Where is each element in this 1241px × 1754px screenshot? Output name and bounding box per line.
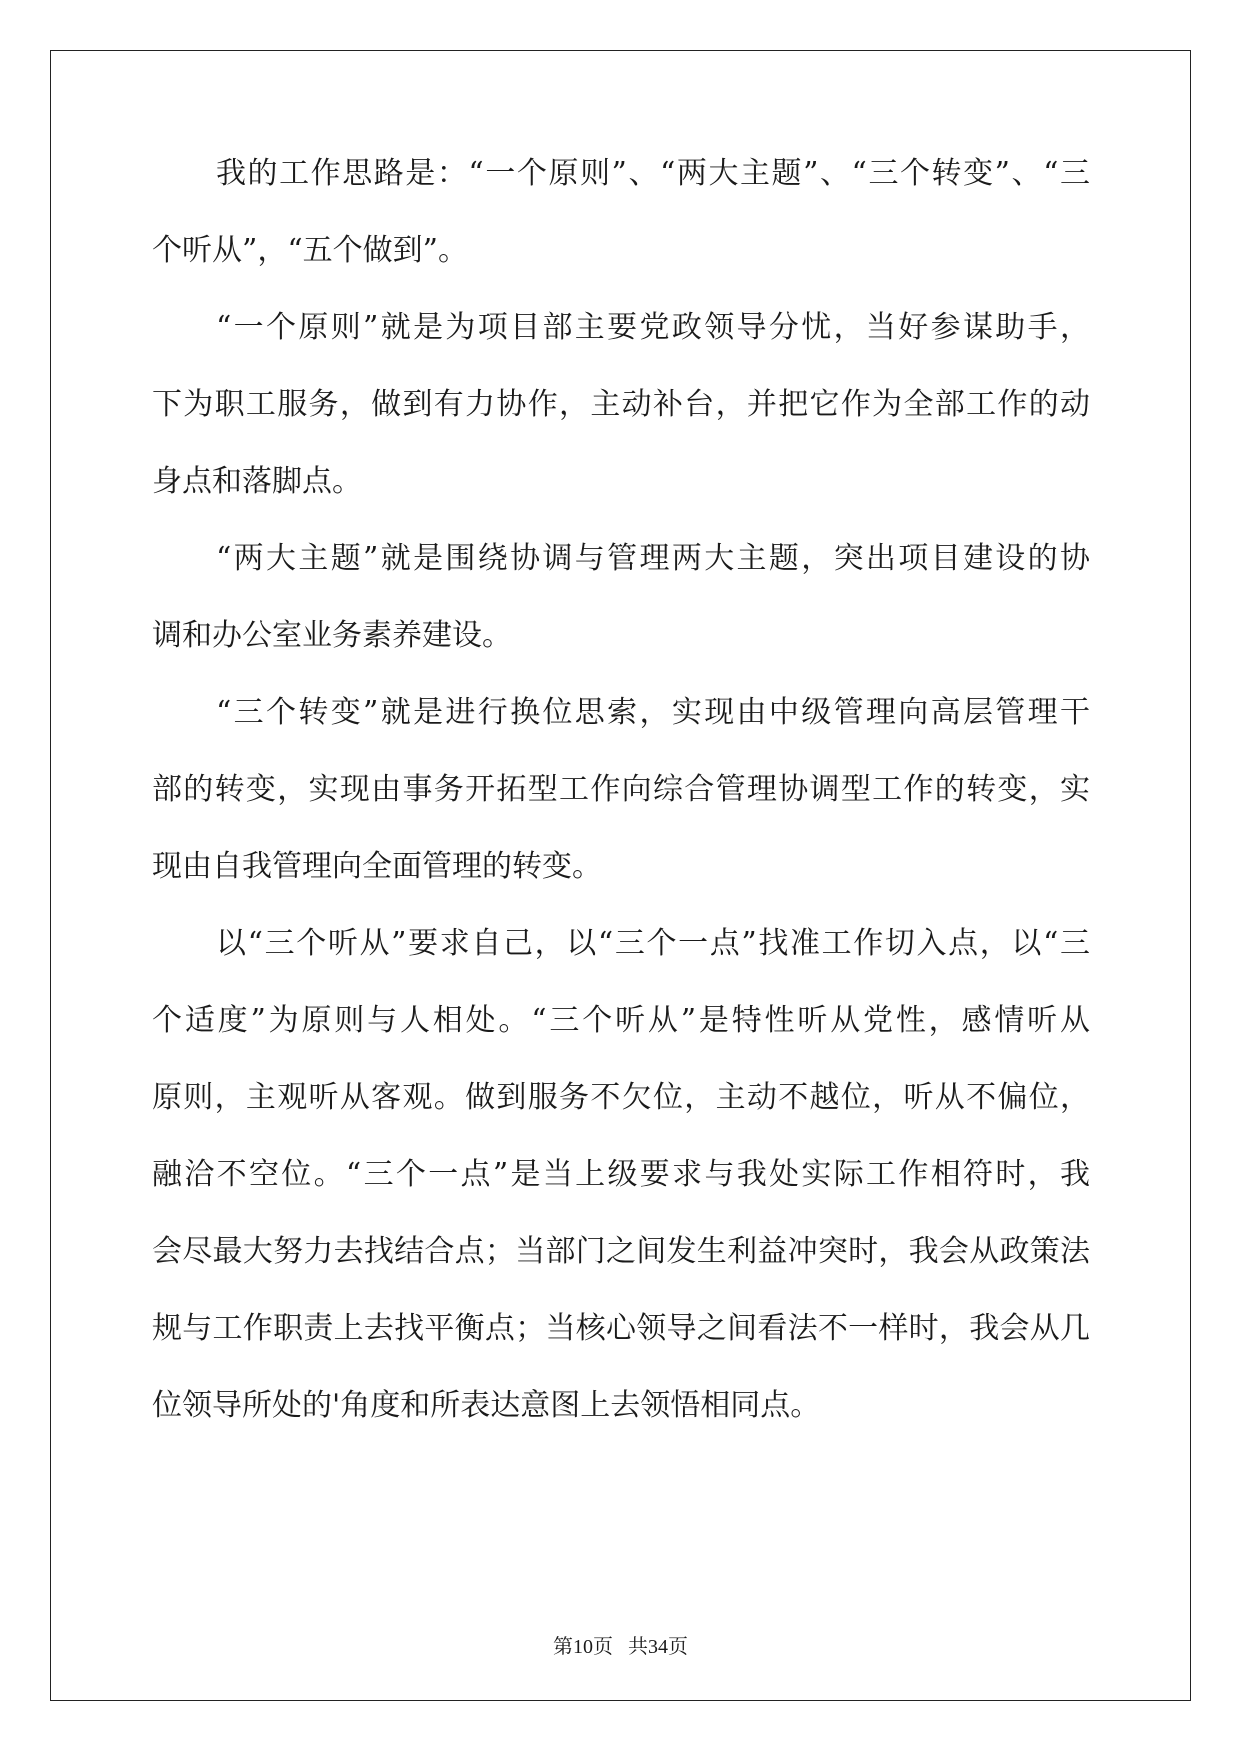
paragraph-2-line-2: 下为职工服务，做到有力协作，主动补台，并把它作为全部工作的动 xyxy=(152,387,1090,422)
paragraph-5-line-6: 规与工作职责上去找平衡点；当核心领导之间看法不一样时，我会从几 xyxy=(152,1311,1090,1346)
paragraph-4-line-3: 现由自我管理向全面管理的转变。 xyxy=(152,849,602,884)
paragraph-5-line-1: 以“三个听从”要求自己，以“三个一点”找准工作切入点，以“三 xyxy=(216,926,1090,961)
page-number: 第10页 xyxy=(553,1636,613,1658)
paragraph-2-line-3: 身点和落脚点。 xyxy=(152,464,362,499)
paragraph-3-line-2: 调和办公室业务素养建设。 xyxy=(152,618,512,653)
paragraph-5-line-7: 位领导所处的'角度和所表达意图上去领悟相同点。 xyxy=(152,1388,821,1423)
paragraph-4-line-2: 部的转变，实现由事务开拓型工作向综合管理协调型工作的转变，实 xyxy=(152,772,1090,807)
paragraph-5-line-4: 融洽不空位。“三个一点”是当上级要求与我处实际工作相符时，我 xyxy=(152,1157,1090,1192)
paragraph-5-line-5: 会尽最大努力去找结合点；当部门之间发生利益冲突时，我会从政策法 xyxy=(152,1234,1090,1269)
page-footer xyxy=(0,1630,1241,1659)
paragraph-3-line-1: “两大主题”就是围绕协调与管理两大主题，突出项目建设的协 xyxy=(216,541,1090,576)
paragraph-4-line-1: “三个转变”就是进行换位思索，实现由中级管理向高层管理干 xyxy=(216,695,1090,730)
paragraph-1-line-2: 个听从”，“五个做到”。 xyxy=(152,233,469,268)
paragraph-2-line-1: “一个原则”就是为项目部主要党政领导分忧，当好参谋助手， xyxy=(216,310,1090,345)
page-total: 共34页 xyxy=(628,1636,688,1658)
paragraph-5-line-2: 个适度”为原则与人相处。“三个听从”是特性听从党性，感情听从 xyxy=(152,1003,1090,1038)
paragraph-1-line-1: 我的工作思路是：“一个原则”、“两大主题”、“三个转变”、“三 xyxy=(216,156,1090,191)
paragraph-5-line-3: 原则，主观听从客观。做到服务不欠位，主动不越位，听从不偏位， xyxy=(152,1080,1090,1115)
